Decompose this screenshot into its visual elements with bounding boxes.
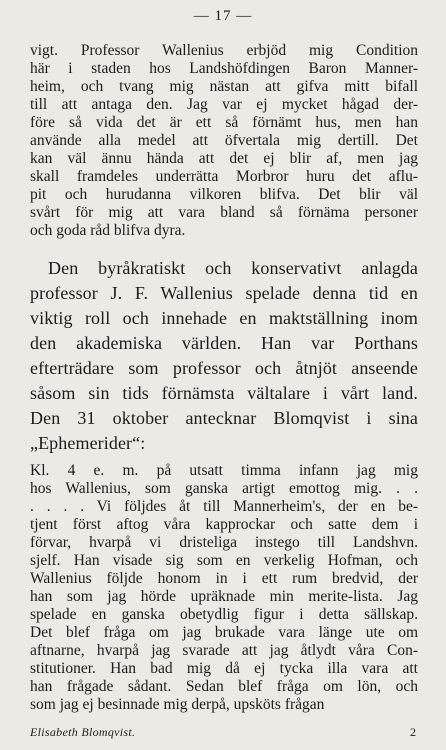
footer-sheet-number: 2 bbox=[410, 725, 416, 739]
text-line: professor J. F. Wallenius spelade denna tid en bbox=[30, 283, 418, 303]
text-line: efterträdare som professor och åtnjöt anseende bbox=[30, 358, 418, 378]
text-line: Kl. 4 e. m. på utsatt timma infann jag mig bbox=[30, 462, 418, 479]
text-line: här i staden hos Landshöfdingen Baron Manner- bbox=[30, 60, 418, 77]
text-line: före så vida det är ett så förnämt hus, men han bbox=[30, 114, 418, 131]
text-line: använde alla medel att öfvertala mig dertill. Det bbox=[30, 132, 418, 149]
footer-signature: Elisabeth Blomqvist. bbox=[30, 725, 136, 739]
text-line: förvar, hvarpå vi dristeliga instego till Landshvn. bbox=[30, 534, 418, 551]
text-line: viktig roll och innehade en maktställning inom bbox=[30, 308, 418, 328]
text-line: den akademiska världen. Han var Porthans bbox=[30, 333, 418, 353]
text-line: han frågade sådant. Sedan blef fråga om lön, och bbox=[30, 678, 418, 695]
text-line: „Ephemerider“: bbox=[30, 433, 146, 453]
text-line: hos Wallenius, som ganska artigt emottog mig. . . bbox=[30, 480, 418, 497]
text-line: aftnarne, hvarpå jag svarade att jag åtlydt våra Con- bbox=[30, 642, 418, 659]
text-line: stitutioner. Han bad mig då ej tycka illa vara att bbox=[30, 660, 418, 677]
text-line: vigt. Professor Wallenius erbjöd mig Condition bbox=[30, 42, 418, 59]
text-line: och goda råd blifva dyra. bbox=[30, 222, 186, 239]
text-line: heim, och tvang mig nästan att gifva mitt bifall bbox=[30, 78, 418, 95]
text-line: pit och hurudanna vilkoren blifva. Det blir väl bbox=[30, 186, 418, 203]
text-line: svårt för mig att vara bland så förnäma personer bbox=[30, 204, 418, 221]
text-line: han som jag hörde upräknade min merite-lista. Jag bbox=[30, 588, 418, 605]
text-line: kan väl ännu hända att det ej blir af, men jag bbox=[30, 150, 418, 167]
text-line: till att antaga den. Jag var ej mycket hågad der- bbox=[30, 96, 418, 113]
text-line: . . . . Vi följdes åt till Mannerheim's, der en be- bbox=[30, 498, 418, 515]
text-line: Wallenius följde honom in i ett rum bredvid, der bbox=[30, 570, 418, 587]
text-line: tjent först aftog våra kapprockar och satte dem i bbox=[30, 516, 418, 533]
text-line: som jag ej besinnade mig derpå, upsköts frågan bbox=[30, 696, 325, 713]
text-line: skall framdeles underrätta Morbror huru det aflu- bbox=[30, 168, 418, 185]
text-line: såsom sin tids förnämsta vältalare i vårt land. bbox=[30, 383, 418, 403]
text-line: spelade en ganska obetydlig figur i detta sällskap. bbox=[30, 606, 418, 623]
paragraph-ephemerider-excerpt bbox=[30, 462, 418, 714]
paragraph-letter-excerpt bbox=[30, 42, 418, 240]
text-line: sjelf. Han visade sig som en verkelig Hofman, och bbox=[30, 552, 418, 569]
page-number: — 17 — bbox=[193, 8, 253, 24]
text-line: Den byråkratiskt och konservativt anlagda bbox=[48, 258, 418, 278]
text-line: Den 31 oktober antecknar Blomqvist i sina bbox=[30, 408, 418, 428]
paragraph-commentary bbox=[30, 256, 418, 456]
text-line: Det blef fråga om jag brukade vara länge ute om bbox=[30, 624, 418, 641]
